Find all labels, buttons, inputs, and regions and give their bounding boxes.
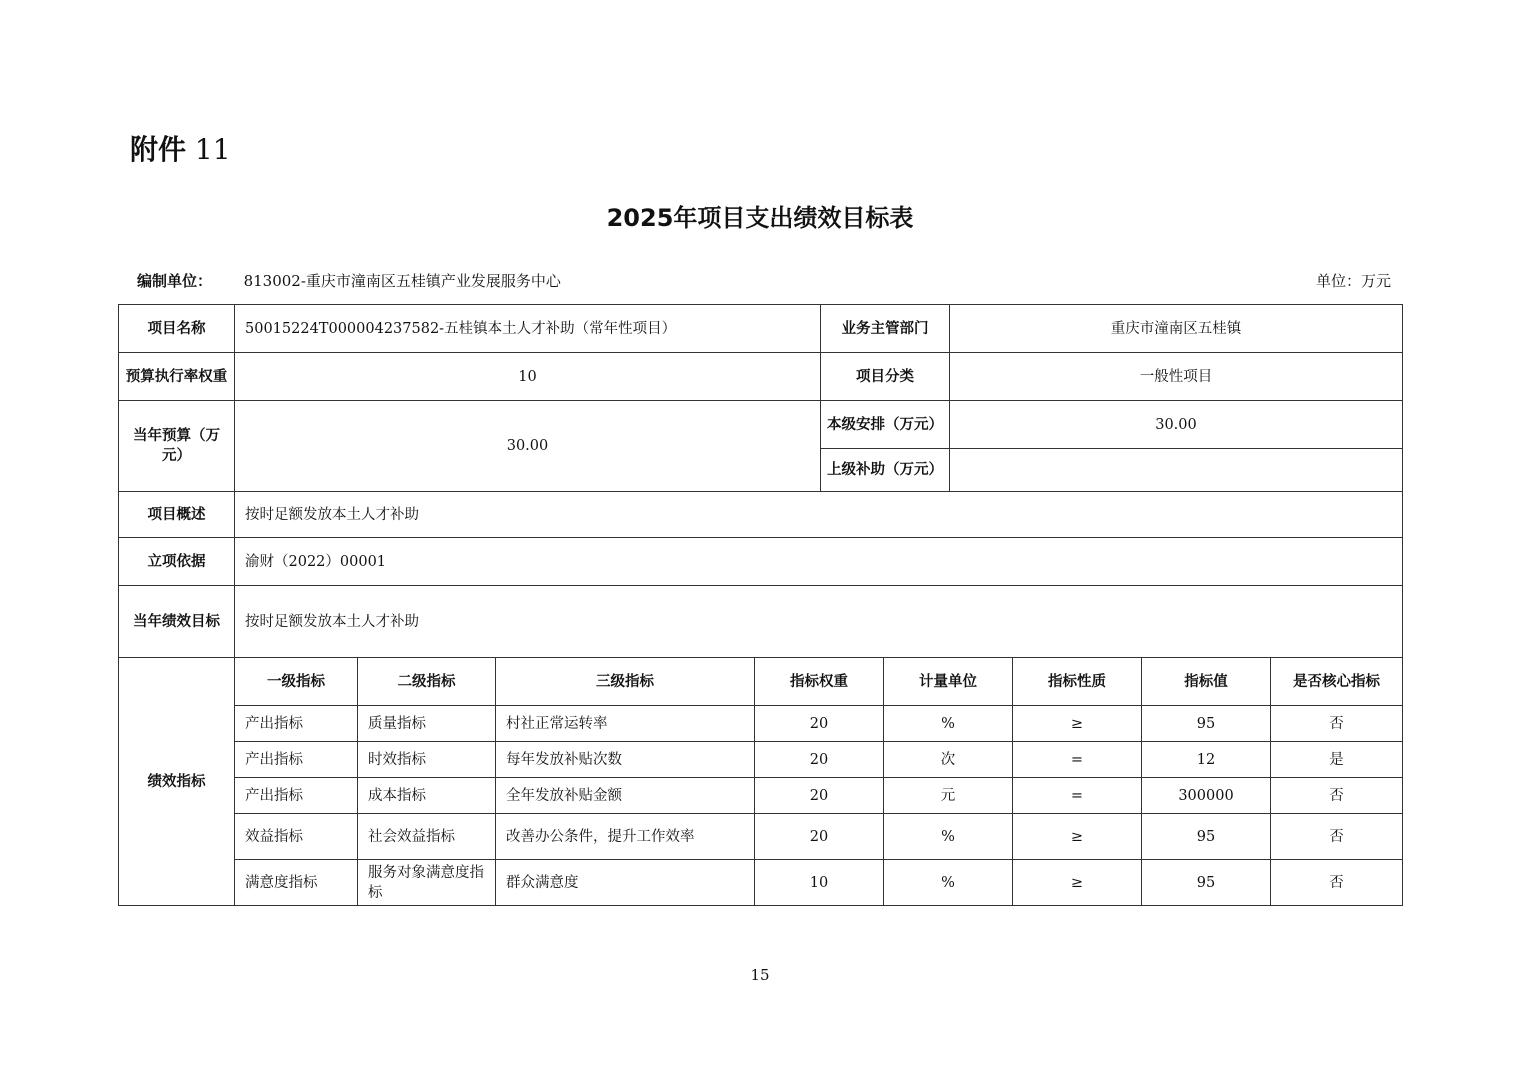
- performance-table: [118, 657, 1403, 906]
- header-cell: 指标性质: [1013, 658, 1142, 706]
- weight-cell: 20: [755, 742, 884, 778]
- dept-value: 重庆市潼南区五桂镇: [950, 305, 1403, 353]
- level2-cell: 时效指标: [358, 742, 496, 778]
- category-value: 一般性项目: [950, 353, 1403, 401]
- upper-value: [950, 449, 1403, 492]
- local-value: 30.00: [950, 401, 1403, 449]
- weight-label: 预算执行率权重: [119, 353, 235, 401]
- core-cell: 否: [1271, 778, 1403, 814]
- basis-value: 渝财（2022）00001: [235, 538, 1403, 586]
- nature-cell: ≥: [1013, 706, 1142, 742]
- level3-cell: 改善办公条件，提升工作效率: [496, 814, 755, 860]
- value-cell: 95: [1142, 860, 1271, 906]
- category-label: 项目分类: [821, 353, 950, 401]
- basis-label: 立项依据: [119, 538, 235, 586]
- attachment-label: [130, 128, 231, 168]
- table-row: [119, 706, 1403, 742]
- project-name-value: 50015224T000004237582-五桂镇本土人才补助（常年性项目）: [235, 305, 821, 353]
- value-cell: 12: [1142, 742, 1271, 778]
- org-label: 编制单位：: [137, 272, 213, 290]
- header-cell: 一级指标: [235, 658, 358, 706]
- core-cell: 否: [1271, 860, 1403, 906]
- level2-cell: 成本指标: [358, 778, 496, 814]
- unit-cell: %: [884, 860, 1013, 906]
- header-cell: 二级指标: [358, 658, 496, 706]
- summary-label: 项目概述: [119, 492, 235, 538]
- budget-label: 当年预算（万元）: [119, 401, 235, 492]
- budget-value: 30.00: [235, 401, 821, 492]
- level3-cell: 全年发放补贴金额: [496, 778, 755, 814]
- value-cell: 95: [1142, 814, 1271, 860]
- level2-cell: 质量指标: [358, 706, 496, 742]
- unit-cell: 元: [884, 778, 1013, 814]
- weight-cell: 20: [755, 778, 884, 814]
- weight-value: 10: [235, 353, 821, 401]
- org-line: [137, 270, 561, 291]
- weight-cell: 20: [755, 814, 884, 860]
- dept-label: 业务主管部门: [821, 305, 950, 353]
- header-cell: 指标值: [1142, 658, 1271, 706]
- unit-cell: %: [884, 814, 1013, 860]
- project-name-label: 项目名称: [119, 305, 235, 353]
- level3-cell: 每年发放补贴次数: [496, 742, 755, 778]
- local-label: 本级安排（万元）: [821, 401, 950, 449]
- value-cell: 95: [1142, 706, 1271, 742]
- table-row: [119, 814, 1403, 860]
- unit-cell: 次: [884, 742, 1013, 778]
- org-value: 813002-重庆市潼南区五桂镇产业发展服务中心: [243, 272, 561, 290]
- project-info-table: [118, 304, 1403, 658]
- level1-cell: 效益指标: [235, 814, 358, 860]
- unit-cell: %: [884, 706, 1013, 742]
- header-cell: 三级指标: [496, 658, 755, 706]
- level3-cell: 村社正常运转率: [496, 706, 755, 742]
- table-row: [119, 860, 1403, 906]
- upper-label: 上级补助（万元）: [821, 449, 950, 492]
- weight-cell: 20: [755, 706, 884, 742]
- core-cell: 是: [1271, 742, 1403, 778]
- goal-value: 按时足额发放本土人才补助: [235, 586, 1403, 658]
- table-row: [119, 778, 1403, 814]
- attachment-number: 11: [194, 133, 231, 166]
- level1-cell: 产出指标: [235, 706, 358, 742]
- table-row: [119, 742, 1403, 778]
- unit-line: [1316, 270, 1391, 291]
- core-cell: 否: [1271, 814, 1403, 860]
- nature-cell: ≥: [1013, 860, 1142, 906]
- core-cell: 否: [1271, 706, 1403, 742]
- level1-cell: 满意度指标: [235, 860, 358, 906]
- page-number: 15: [750, 966, 770, 984]
- header-cell: 计量单位: [884, 658, 1013, 706]
- level2-cell: 服务对象满意度指标: [358, 860, 496, 906]
- performance-label: 绩效指标: [119, 658, 235, 906]
- level3-cell: 群众满意度: [496, 860, 755, 906]
- weight-cell: 10: [755, 860, 884, 906]
- summary-value: 按时足额发放本土人才补助: [235, 492, 1403, 538]
- header-cell: 指标权重: [755, 658, 884, 706]
- unit-value: 万元: [1360, 272, 1391, 290]
- nature-cell: =: [1013, 778, 1142, 814]
- nature-cell: =: [1013, 742, 1142, 778]
- attachment-text: 附件: [130, 133, 187, 166]
- page-title: 2025年项目支出绩效目标表: [606, 204, 914, 232]
- level1-cell: 产出指标: [235, 778, 358, 814]
- nature-cell: ≥: [1013, 814, 1142, 860]
- performance-header-row: [119, 658, 1403, 706]
- unit-label: 单位：: [1315, 272, 1361, 290]
- goal-label: 当年绩效目标: [119, 586, 235, 658]
- value-cell: 300000: [1142, 778, 1271, 814]
- level1-cell: 产出指标: [235, 742, 358, 778]
- header-cell: 是否核心指标: [1271, 658, 1403, 706]
- level2-cell: 社会效益指标: [358, 814, 496, 860]
